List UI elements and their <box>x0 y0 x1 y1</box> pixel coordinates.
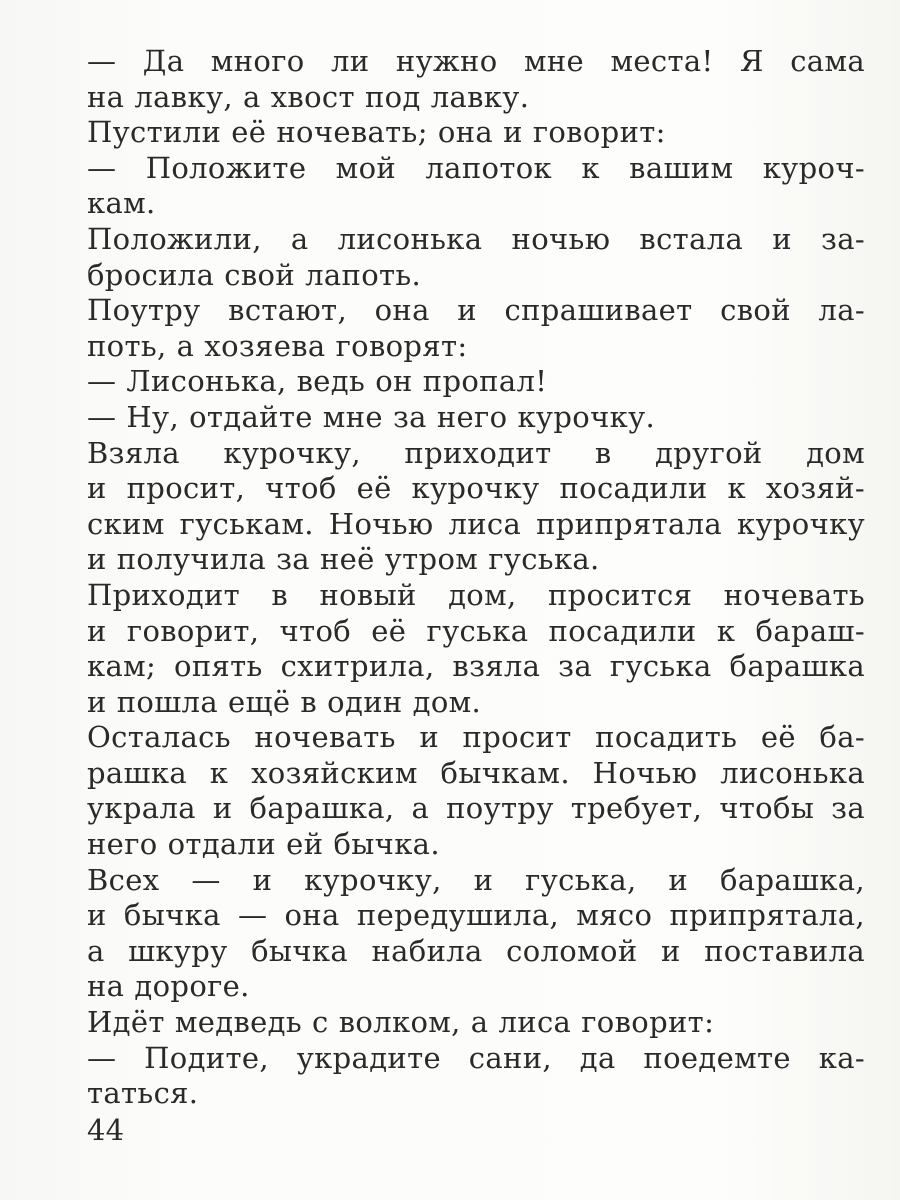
text-line: кам; опять схитрила, взяла за гуська барашка <box>87 649 865 684</box>
text-line: а шкуру бычка набила соломой и поставила <box>87 933 865 968</box>
text-line: украла и барашка, а поутру требует, чтобы за <box>87 791 865 826</box>
paragraph <box>87 364 865 400</box>
text-line: поть, а хозяева говорят: <box>87 328 468 363</box>
page-number: 44 <box>87 1113 125 1147</box>
text-line: и бычка — она передушила, мясо припрятала, <box>87 898 865 933</box>
text-line: таться. <box>87 1076 199 1111</box>
paragraph <box>87 400 865 436</box>
text-line: Приходит в новый дом, просится ночевать <box>87 577 865 612</box>
text-line: Положили, а лисонька ночью встала и за- <box>87 221 865 256</box>
text-line: ским гуськам. Ночью лиса припрятала курочку <box>87 506 865 541</box>
text-line: Идёт медведь с волком, а лиса говорит: <box>87 1005 715 1040</box>
paragraph <box>87 436 865 578</box>
text-line: — Положите мой лапоток к вашим куроч- <box>87 150 865 185</box>
text-line: Осталась ночевать и просит посадить её ба- <box>87 720 865 755</box>
paragraph <box>87 578 865 720</box>
paragraph <box>87 151 865 222</box>
text-line: и пошла ещё в один дом. <box>87 684 482 719</box>
paragraph <box>87 1005 865 1041</box>
text-line: и получила за неё утром гуська. <box>87 542 600 577</box>
text-line: Поутру встают, она и спрашивает свой ла- <box>87 293 865 328</box>
paragraph <box>87 44 865 115</box>
text-line: рашка к хозяйским бычкам. Ночью лисонька <box>87 755 865 790</box>
text-line: и говорит, чтоб её гуська посадили к бараш- <box>87 613 865 648</box>
text-line: Пустили её ночевать; она и говорит: <box>87 115 666 150</box>
text-line: — Ну, отдайте мне за него курочку. <box>87 399 656 434</box>
text-line: — Лисонька, ведь он пропал! <box>87 364 548 399</box>
text-line: него отдали ей бычка. <box>87 827 440 862</box>
paragraph <box>87 863 865 1005</box>
text-line: Всех — и курочку, и гуська, и барашка, <box>87 862 865 897</box>
paragraph <box>87 293 865 364</box>
text-line: и просит, чтоб её курочку посадили к хозяй- <box>87 471 865 506</box>
text-line: кам. <box>87 186 156 221</box>
text-line: бросила свой лапоть. <box>87 257 422 292</box>
paragraph <box>87 222 865 293</box>
text-line: Взяла курочку, приходит в другой дом <box>87 435 865 470</box>
paragraph <box>87 115 865 151</box>
text-line: — Да много ли нужно мне места! Я сама <box>87 44 865 78</box>
paragraph <box>87 720 865 862</box>
text-line: на лавку, а хвост под лавку. <box>87 79 530 114</box>
paragraph <box>87 1041 865 1112</box>
text-line: — Подите, украдите сани, да поедемте ка- <box>87 1040 865 1075</box>
story-text <box>87 44 865 1112</box>
text-line: на дороге. <box>87 969 250 1004</box>
